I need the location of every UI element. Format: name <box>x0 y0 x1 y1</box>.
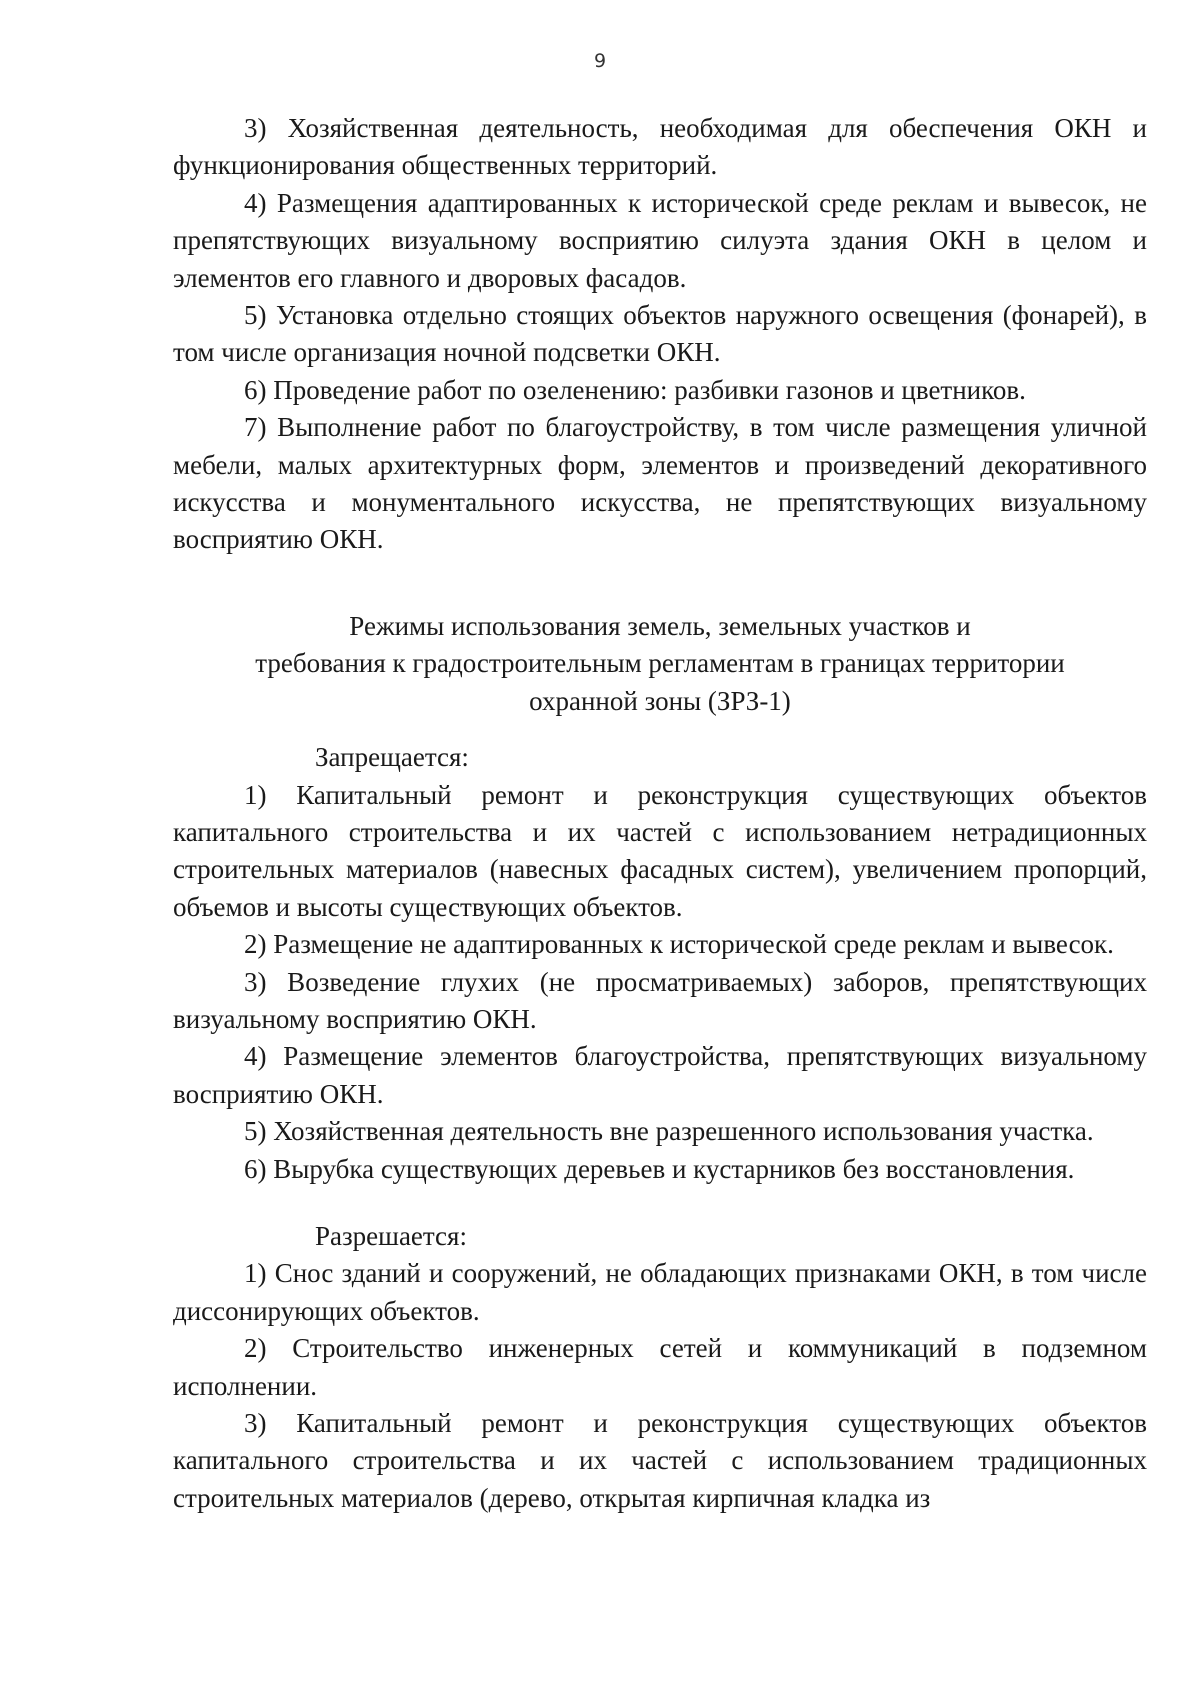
allowed-item-2: 2) Строительство инженерных сетей и коммуникаций в подземном исполнении. <box>173 1333 1147 1401</box>
intro-item-4: 4) Размещения адаптированных к исторической среде реклам и вывесок, не препятствующих визуальному восприятию силуэта здания ОКН в целом и элементов его главного и дворовых фасадов. <box>173 187 1147 293</box>
intro-item-3: 3) Хозяйственная деятельность, необходимая для обеспечения ОКН и функционирования общественных территорий. <box>173 113 1147 181</box>
prohibited-item-4: 4) Размещение элементов благоустройства, препятствующих визуальному восприятию ОКН. <box>173 1041 1147 1109</box>
intro-item-5: 5) Установка отдельно стоящих объектов наружного освещения (фонарей), в том числе организация ночной подсветки ОКН. <box>173 300 1147 368</box>
allowed-item-1: 1) Снос зданий и сооружений, не обладающих признаками ОКН, в том числе диссонирующих объектов. <box>173 1258 1147 1326</box>
prohibited-title: Запрещается: <box>315 742 469 773</box>
intro-item-7: 7) Выполнение работ по благоустройству, в том числе размещения уличной мебели, малых архитектурных форм, элементов и произведений декоративного искусства и монументального искусства, не препятствующих визуальному восприятию ОКН. <box>173 412 1147 555</box>
document-body <box>173 110 1147 1517</box>
page-number: 9 <box>593 50 607 72</box>
section-heading-line-3: охранной зоны (ЗРЗ-1) <box>529 685 791 716</box>
prohibited-item-3: 3) Возведение глухих (не просматриваемых) заборов, препятствующих визуальному восприятию ОКН. <box>173 966 1147 1034</box>
allowed-item-3: 3) Капитальный ремонт и реконструкция существующих объектов капитального строительства и их частей с использованием традиционных строительных материалов (дерево, открытая кирпичная кладка из <box>173 1408 1147 1513</box>
section-heading-line-2: требования к градостроительным регламентам в границах территории <box>255 648 1065 679</box>
intro-item-6: 6) Проведение работ по озеленению: разбивки газонов и цветников. <box>244 374 1026 405</box>
allowed-title: Разрешается: <box>315 1220 467 1251</box>
prohibited-item-2: 2) Размещение не адаптированных к исторической среде реклам и вывесок. <box>244 929 1114 960</box>
section-heading <box>173 608 1147 720</box>
prohibited-item-5: 5) Хозяйственная деятельность вне разрешенного использования участка. <box>244 1116 1094 1147</box>
prohibited-item-6: 6) Вырубка существующих деревьев и кустарников без восстановления. <box>244 1153 1075 1184</box>
prohibited-item-1: 1) Капитальный ремонт и реконструкция существующих объектов капитального строительства и их частей с использованием нетрадиционных строительных материалов (навесных фасадных систем), увеличением пропорций, объемов и высоты существующих объектов. <box>173 779 1147 922</box>
section-heading-line-1: Режимы использования земель, земельных участков и <box>349 610 971 641</box>
